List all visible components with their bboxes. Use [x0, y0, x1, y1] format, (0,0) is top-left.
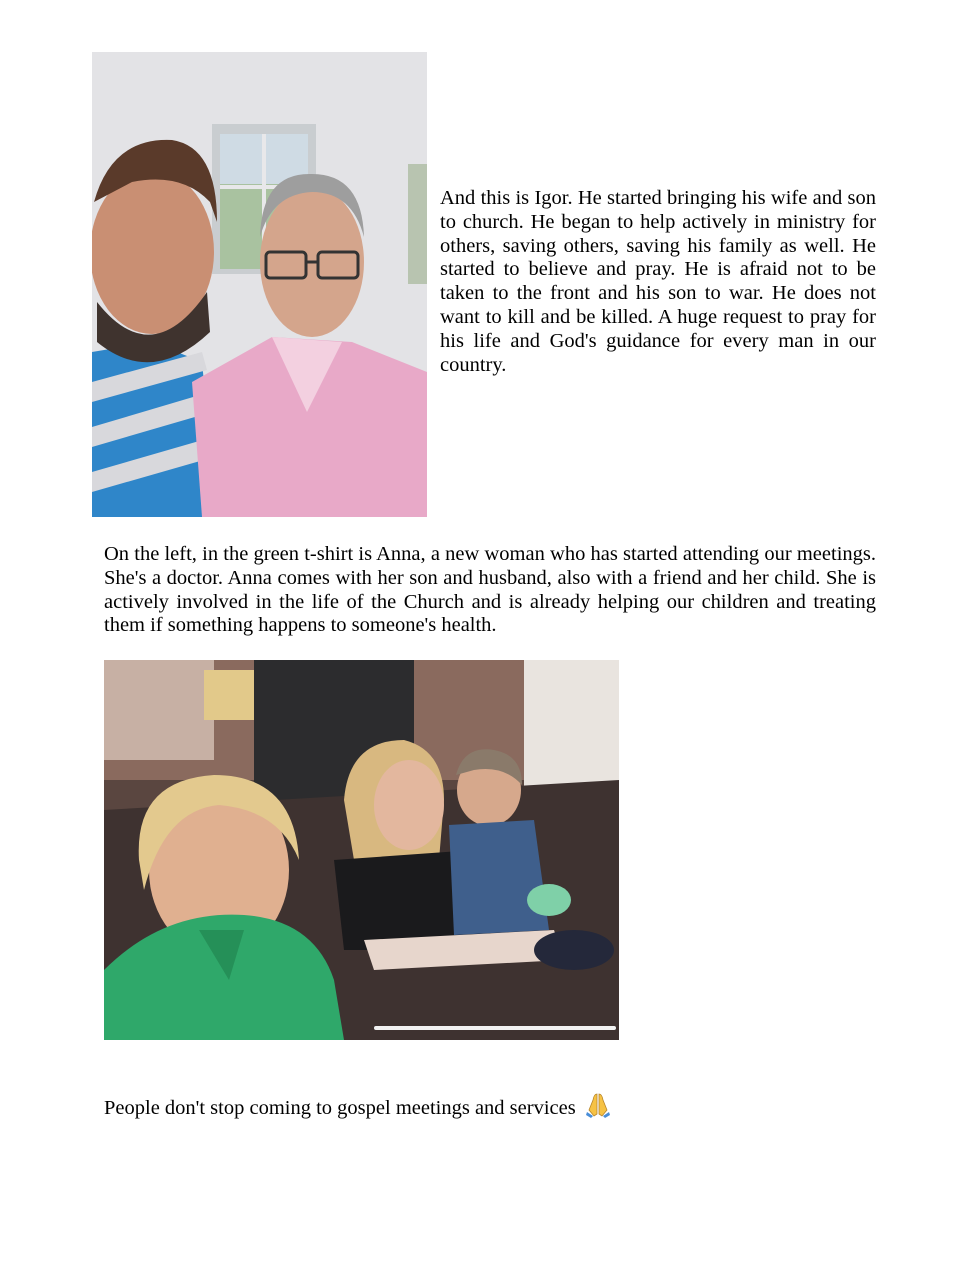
praying-hands-icon — [585, 1092, 611, 1118]
anna-photo — [104, 660, 619, 1040]
igor-photo — [92, 52, 427, 517]
anna-description: On the left, in the green t-shirt is Anna, a new woman who has started attending our meetings. She's a doctor. Anna comes with her son and husband, also with a friend and her child. She is actively involved in the life of the Church and is already helping our children and treating them if something happens to someone's health. — [104, 543, 876, 637]
closing-text: People don't stop coming to gospel meetings and services — [104, 1097, 576, 1119]
closing-line — [104, 1092, 904, 1121]
igor-description: And this is Igor. He started bringing his wife and son to church. He began to help actively in ministry for others, saving others, saving his family as well. He started to believe and pray. He is afraid not to be taken to the front and his son to war. He does not want to kill and be killed. A huge request to pray for his life and God's guidance for every man in our country. — [440, 187, 876, 376]
women-with-child-image — [104, 660, 619, 1040]
two-men-selfie-image — [92, 52, 427, 517]
